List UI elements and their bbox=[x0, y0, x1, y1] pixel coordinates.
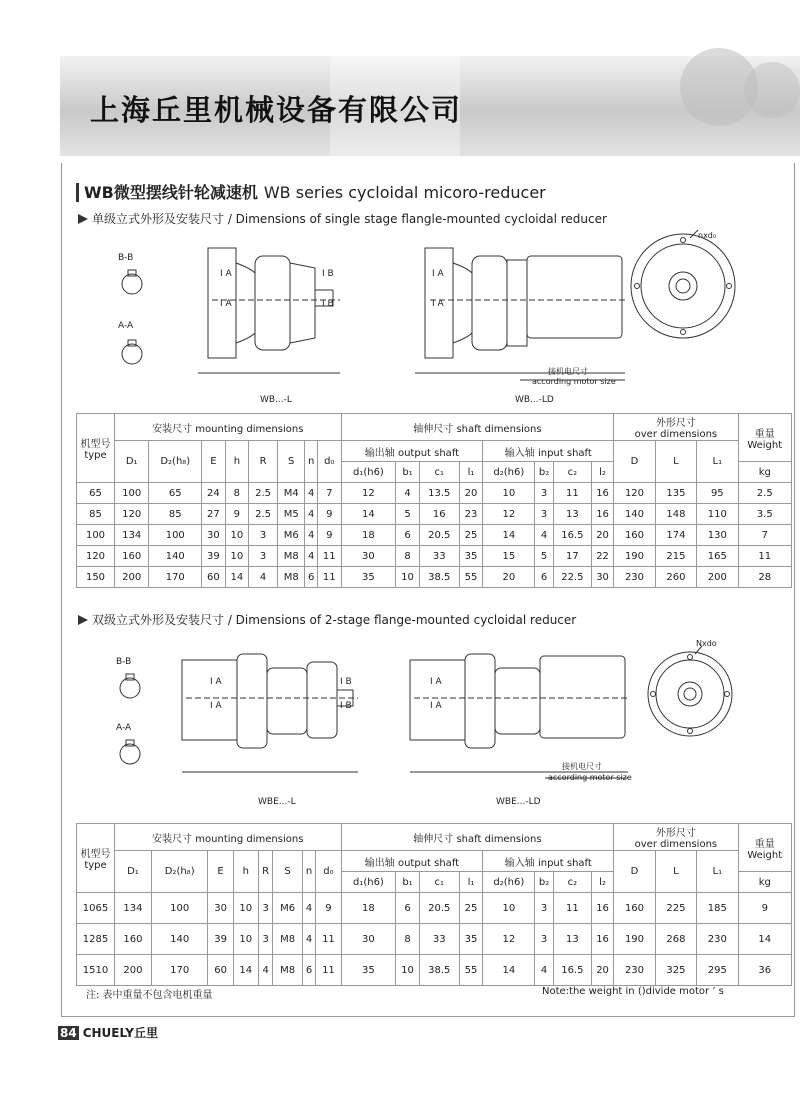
table-cell: 35 bbox=[341, 955, 396, 986]
table-cell: 165 bbox=[697, 546, 738, 567]
svg-text:I A: I A bbox=[210, 677, 222, 687]
table-cell: 95 bbox=[697, 483, 738, 504]
table-cell: 5 bbox=[396, 504, 420, 525]
table-cell: 12 bbox=[483, 924, 535, 955]
col-header: D₁ bbox=[115, 441, 149, 483]
reducer-side-view-l bbox=[198, 248, 340, 373]
triangle-bullet-icon bbox=[78, 615, 88, 625]
table-cell: 10 bbox=[233, 893, 258, 924]
table-cell: 15 bbox=[483, 546, 535, 567]
table-cell: 8 bbox=[396, 546, 420, 567]
svg-text:I B: I B bbox=[340, 701, 352, 711]
table-cell: 160 bbox=[115, 924, 152, 955]
col-header: L₁ bbox=[697, 851, 738, 893]
table-cell: 2.5 bbox=[249, 504, 278, 525]
table-cell: M8 bbox=[273, 924, 302, 955]
table-cell: 6 bbox=[396, 525, 420, 546]
table-cell: 170 bbox=[151, 955, 208, 986]
table-cell: 134 bbox=[115, 893, 152, 924]
table-cell: 4 bbox=[249, 567, 278, 588]
bb-label: B-B bbox=[118, 253, 134, 263]
motor-size-cn: 接机电尺寸 bbox=[562, 762, 602, 771]
table-cell: 25 bbox=[459, 525, 483, 546]
col-header: d₁(h6) bbox=[341, 462, 396, 483]
table-cell: 9 bbox=[317, 525, 341, 546]
svg-text:I A: I A bbox=[220, 269, 232, 279]
table-cell: M5 bbox=[278, 504, 305, 525]
table-cell: 3 bbox=[258, 924, 273, 955]
page-footer bbox=[58, 1024, 158, 1041]
output-header: 输出轴 output shaft bbox=[341, 851, 483, 872]
table-cell: 14 bbox=[341, 504, 396, 525]
table-cell: 10 bbox=[396, 955, 420, 986]
table-cell: 200 bbox=[115, 955, 152, 986]
shaft-header: 轴伸尺寸 shaft dimensions bbox=[341, 824, 614, 851]
table-cell: 11 bbox=[316, 924, 341, 955]
table-cell: 35 bbox=[341, 567, 396, 588]
drawing-label-l: WBE...-L bbox=[258, 797, 296, 807]
table-cell: 148 bbox=[655, 504, 696, 525]
shaft-header: 轴伸尺寸 shaft dimensions bbox=[341, 414, 614, 441]
overall-header-cn: 外形尺寸 bbox=[655, 828, 696, 839]
table-single-stage bbox=[76, 413, 792, 588]
table-cell: M8 bbox=[278, 546, 305, 567]
table-cell: 10 bbox=[483, 893, 535, 924]
table-cell: 160 bbox=[614, 525, 655, 546]
table-cell: 12 bbox=[483, 504, 535, 525]
table-cell: 3 bbox=[535, 893, 554, 924]
col-header: c₁ bbox=[419, 462, 459, 483]
col-header: S bbox=[278, 441, 305, 483]
table-cell: 1065 bbox=[77, 893, 115, 924]
col-header: b₁ bbox=[396, 872, 420, 893]
gear-icon-small bbox=[744, 62, 800, 118]
table-cell: 11 bbox=[553, 483, 591, 504]
col-header: d₀ bbox=[317, 441, 341, 483]
table-cell: 14 bbox=[738, 924, 791, 955]
aa-label: A-A bbox=[116, 723, 132, 733]
nxd-label: nxd₀ bbox=[698, 231, 717, 240]
motor-size-en: according motor size bbox=[532, 377, 616, 386]
triangle-bullet-icon bbox=[78, 214, 88, 224]
col-header: b₂ bbox=[535, 872, 554, 893]
table-cell: 9 bbox=[738, 893, 791, 924]
table-row bbox=[77, 924, 792, 955]
col-header: E bbox=[202, 441, 225, 483]
table-cell: 8 bbox=[396, 924, 420, 955]
svg-text:I B: I B bbox=[322, 269, 334, 279]
col-header: d₂(h6) bbox=[483, 872, 535, 893]
col-header: d₁(h6) bbox=[341, 872, 396, 893]
kg-header: kg bbox=[738, 462, 791, 483]
table-cell: 55 bbox=[459, 567, 483, 588]
table-cell: 11 bbox=[738, 546, 791, 567]
table-cell: 8 bbox=[225, 483, 248, 504]
input-header: 输入轴 input shaft bbox=[483, 851, 614, 872]
col-header: c₁ bbox=[419, 872, 459, 893]
col-header: c₂ bbox=[553, 462, 591, 483]
mounting-header: 安装尺寸 mounting dimensions bbox=[115, 824, 342, 851]
table-cell: 120 bbox=[77, 546, 115, 567]
drawing-label-ld: WBE...-LD bbox=[496, 797, 541, 807]
table-cell: 16 bbox=[591, 893, 613, 924]
table-cell: 36 bbox=[738, 955, 791, 986]
weight-header-en: Weight bbox=[747, 439, 783, 451]
overall-header-en: over dimensions bbox=[634, 429, 718, 440]
table-cell: 7 bbox=[738, 525, 791, 546]
table-cell: 39 bbox=[208, 924, 233, 955]
table-cell: 200 bbox=[697, 567, 738, 588]
col-header: b₁ bbox=[396, 462, 420, 483]
shaft-section-aa bbox=[122, 344, 142, 364]
col-header: L bbox=[655, 441, 696, 483]
col-header: R bbox=[249, 441, 278, 483]
table-cell: 225 bbox=[655, 893, 696, 924]
table-row bbox=[77, 893, 792, 924]
col-header: L₁ bbox=[697, 441, 738, 483]
table-cell: 3 bbox=[258, 893, 273, 924]
weight-header-en: Weight bbox=[747, 849, 783, 861]
table-cell: 60 bbox=[208, 955, 233, 986]
table-cell: 11 bbox=[316, 955, 341, 986]
table-cell: 28 bbox=[738, 567, 791, 588]
table-cell: 5 bbox=[535, 546, 554, 567]
company-name: 上海丘里机械设备有限公司 bbox=[90, 93, 463, 127]
table-cell: 100 bbox=[149, 525, 202, 546]
subtitle-two-stage: 双级立式外形及安装尺寸 / Dimensions of 2-stage flange-mounted cycloidal reducer bbox=[78, 611, 576, 628]
table-cell: 134 bbox=[115, 525, 149, 546]
table-cell: 38.5 bbox=[419, 955, 459, 986]
table-cell: 17 bbox=[553, 546, 591, 567]
type-header-cn: 机型号 bbox=[80, 849, 111, 860]
table-cell: 140 bbox=[151, 924, 208, 955]
table-cell: 140 bbox=[149, 546, 202, 567]
table-cell: 20 bbox=[483, 567, 535, 588]
table-cell: 170 bbox=[149, 567, 202, 588]
col-header: D₂(h₈) bbox=[149, 441, 202, 483]
table-cell: 4 bbox=[396, 483, 420, 504]
table-cell: M6 bbox=[273, 893, 302, 924]
table-cell: 3 bbox=[535, 924, 554, 955]
table-cell: 16 bbox=[591, 924, 613, 955]
col-header: h bbox=[225, 441, 248, 483]
col-header: d₀ bbox=[316, 851, 341, 893]
table-cell: 9 bbox=[316, 893, 341, 924]
table-cell: 6 bbox=[535, 567, 554, 588]
col-header: l₂ bbox=[591, 462, 613, 483]
table-cell: 13.5 bbox=[419, 483, 459, 504]
table-cell: 55 bbox=[459, 955, 483, 986]
flange-front-view bbox=[648, 646, 732, 736]
table-cell: 10 bbox=[225, 546, 248, 567]
table-cell: 174 bbox=[655, 525, 696, 546]
col-header: l₁ bbox=[459, 872, 483, 893]
svg-text:I A: I A bbox=[430, 677, 442, 687]
table-cell: 27 bbox=[202, 504, 225, 525]
table-cell: 185 bbox=[697, 893, 738, 924]
overall-header-cn: 外形尺寸 bbox=[655, 418, 696, 429]
kg-header: kg bbox=[738, 872, 791, 893]
table-cell: 3 bbox=[535, 504, 554, 525]
shaft-section-bb bbox=[120, 678, 140, 698]
table-cell: 22 bbox=[591, 546, 613, 567]
table-cell: 4 bbox=[258, 955, 273, 986]
table-cell: 11 bbox=[317, 546, 341, 567]
type-header-cn: 机型号 bbox=[80, 439, 111, 450]
type-header-en: type bbox=[84, 860, 107, 871]
table-cell: 2.5 bbox=[738, 483, 791, 504]
table-cell: 14 bbox=[483, 525, 535, 546]
col-header: l₂ bbox=[591, 872, 613, 893]
table-cell: 4 bbox=[305, 525, 318, 546]
svg-text:I B: I B bbox=[340, 677, 352, 687]
drawing-single-stage bbox=[100, 228, 740, 408]
section-title-en: WB series cycloidal micoro-reducer bbox=[263, 183, 546, 202]
drawing-two-stage bbox=[100, 632, 740, 812]
svg-text:I A: I A bbox=[220, 299, 232, 309]
bb-label: B-B bbox=[116, 657, 132, 667]
table-cell: 20 bbox=[591, 955, 613, 986]
brand-name: CHUELY丘里 bbox=[82, 1026, 158, 1040]
col-header: D bbox=[614, 441, 655, 483]
table-two-stage bbox=[76, 823, 792, 986]
table-cell: 325 bbox=[655, 955, 696, 986]
table-cell: 160 bbox=[115, 546, 149, 567]
overall-header-en: over dimensions bbox=[634, 839, 718, 850]
table-cell: 35 bbox=[459, 924, 483, 955]
table-cell: 1510 bbox=[77, 955, 115, 986]
table-cell: 6 bbox=[396, 893, 420, 924]
table-row bbox=[77, 546, 792, 567]
table-cell: 120 bbox=[614, 483, 655, 504]
table-cell: 268 bbox=[655, 924, 696, 955]
table-cell: 4 bbox=[535, 525, 554, 546]
table-cell: 60 bbox=[202, 567, 225, 588]
subtitle-single-stage: 单级立式外形及安装尺寸 / Dimensions of single stage flangle-mounted cycloidal reducer bbox=[78, 210, 607, 227]
table-cell: 39 bbox=[202, 546, 225, 567]
col-header: L bbox=[655, 851, 696, 893]
table-cell: 130 bbox=[697, 525, 738, 546]
table-cell: 13 bbox=[553, 924, 591, 955]
table-cell: M8 bbox=[278, 567, 305, 588]
svg-text:I A: I A bbox=[432, 269, 444, 279]
motor-size-en: according motor size bbox=[548, 773, 632, 782]
reducer-side-view-l bbox=[182, 654, 358, 772]
table-cell: 215 bbox=[655, 546, 696, 567]
col-header: h bbox=[233, 851, 258, 893]
table-cell: M4 bbox=[278, 483, 305, 504]
page-number: 84 bbox=[60, 1026, 77, 1040]
table-cell: 9 bbox=[225, 504, 248, 525]
table-cell: 120 bbox=[115, 504, 149, 525]
table-cell: 6 bbox=[305, 567, 318, 588]
table-cell: 10 bbox=[233, 924, 258, 955]
section-title-cn: WB微型摆线针轮减速机 bbox=[76, 183, 258, 202]
table-cell: 20.5 bbox=[419, 893, 459, 924]
table-cell: 3.5 bbox=[738, 504, 791, 525]
table-cell: 3 bbox=[249, 525, 278, 546]
table-cell: 20.5 bbox=[419, 525, 459, 546]
table-cell: 100 bbox=[115, 483, 149, 504]
table-cell: 13 bbox=[553, 504, 591, 525]
drawing-label-ld: WB...-LD bbox=[515, 395, 554, 405]
motor-size-cn: 接机电尺寸 bbox=[548, 367, 588, 376]
table-cell: 30 bbox=[208, 893, 233, 924]
table-cell: 30 bbox=[591, 567, 613, 588]
table-cell: 65 bbox=[77, 483, 115, 504]
table-cell: 150 bbox=[77, 567, 115, 588]
table-cell: 18 bbox=[341, 893, 396, 924]
table-cell: 10 bbox=[483, 483, 535, 504]
col-header: l₁ bbox=[459, 462, 483, 483]
table-cell: 230 bbox=[697, 924, 738, 955]
table-cell: 25 bbox=[459, 893, 483, 924]
table-cell: 160 bbox=[614, 893, 655, 924]
type-header-en: type bbox=[84, 450, 107, 461]
table-cell: 110 bbox=[697, 504, 738, 525]
table-cell: 10 bbox=[396, 567, 420, 588]
table-cell: 190 bbox=[614, 924, 655, 955]
col-header: E bbox=[208, 851, 233, 893]
col-header: D₁ bbox=[115, 851, 152, 893]
table-cell: 10 bbox=[225, 525, 248, 546]
table-cell: 16 bbox=[591, 504, 613, 525]
reducer-side-view-ld bbox=[410, 654, 628, 778]
note-cn: 注: 表中重量不包含电机重量 bbox=[86, 990, 213, 1001]
table-cell: 9 bbox=[317, 504, 341, 525]
table-cell: M6 bbox=[278, 525, 305, 546]
table-cell: 4 bbox=[302, 893, 316, 924]
weight-header-cn: 重量 bbox=[754, 838, 775, 850]
table-cell: 295 bbox=[697, 955, 738, 986]
table-cell: 230 bbox=[614, 955, 655, 986]
svg-text:I B: I B bbox=[322, 299, 334, 309]
col-header: b₂ bbox=[535, 462, 554, 483]
table-cell: 100 bbox=[77, 525, 115, 546]
table-cell: 190 bbox=[614, 546, 655, 567]
col-header: D₂(h₈) bbox=[151, 851, 208, 893]
shaft-section-bb bbox=[122, 274, 142, 294]
table-cell: 16.5 bbox=[553, 955, 591, 986]
output-header: 输出轴 output shaft bbox=[341, 441, 483, 462]
table-cell: 30 bbox=[341, 546, 396, 567]
col-header: S bbox=[273, 851, 302, 893]
col-header: c₂ bbox=[553, 872, 591, 893]
table-cell: 2.5 bbox=[249, 483, 278, 504]
table-cell: 4 bbox=[302, 924, 316, 955]
svg-text:I A: I A bbox=[430, 701, 442, 711]
col-header: n bbox=[302, 851, 316, 893]
table-cell: 4 bbox=[535, 955, 554, 986]
table-row bbox=[77, 955, 792, 986]
nxd-label: Nxdo bbox=[696, 639, 717, 648]
col-header: R bbox=[258, 851, 273, 893]
table-cell: 16 bbox=[591, 483, 613, 504]
table-cell: 100 bbox=[151, 893, 208, 924]
table-cell: 18 bbox=[341, 525, 396, 546]
table-row bbox=[77, 567, 792, 588]
table-cell: 11 bbox=[317, 567, 341, 588]
table-cell: M8 bbox=[273, 955, 302, 986]
table-cell: 140 bbox=[614, 504, 655, 525]
col-header: D bbox=[614, 851, 655, 893]
table-row bbox=[77, 483, 792, 504]
table-cell: 11 bbox=[553, 893, 591, 924]
table-cell: 135 bbox=[655, 483, 696, 504]
reducer-side-view-ld bbox=[415, 248, 625, 380]
weight-header-cn: 重量 bbox=[754, 428, 775, 440]
table-row bbox=[77, 504, 792, 525]
aa-label: A-A bbox=[118, 321, 134, 331]
section-title bbox=[76, 180, 546, 203]
table-cell: 6 bbox=[302, 955, 316, 986]
table-cell: 38.5 bbox=[419, 567, 459, 588]
table-cell: 260 bbox=[655, 567, 696, 588]
table-cell: 30 bbox=[341, 924, 396, 955]
flange-front-view bbox=[631, 230, 735, 338]
table-cell: 85 bbox=[149, 504, 202, 525]
table-cell: 4 bbox=[305, 546, 318, 567]
note-en: Note:the weight in ()divide motor ’ s bbox=[542, 986, 724, 997]
svg-text:I A: I A bbox=[432, 299, 444, 309]
shaft-section-aa bbox=[120, 744, 140, 764]
table-cell: 200 bbox=[115, 567, 149, 588]
table-cell: 1285 bbox=[77, 924, 115, 955]
table-cell: 85 bbox=[77, 504, 115, 525]
table-cell: 3 bbox=[249, 546, 278, 567]
table-cell: 230 bbox=[614, 567, 655, 588]
table-cell: 22.5 bbox=[553, 567, 591, 588]
drawing-label-l: WB...-L bbox=[260, 395, 292, 405]
table-cell: 23 bbox=[459, 504, 483, 525]
table-cell: 24 bbox=[202, 483, 225, 504]
table-cell: 65 bbox=[149, 483, 202, 504]
table-cell: 4 bbox=[305, 504, 318, 525]
col-header: n bbox=[305, 441, 318, 483]
table-cell: 20 bbox=[591, 525, 613, 546]
table-cell: 35 bbox=[459, 546, 483, 567]
table-row bbox=[77, 525, 792, 546]
table-cell: 3 bbox=[535, 483, 554, 504]
table-cell: 16 bbox=[419, 504, 459, 525]
col-header: d₂(h6) bbox=[483, 462, 535, 483]
table-cell: 4 bbox=[305, 483, 318, 504]
mounting-header: 安装尺寸 mounting dimensions bbox=[115, 414, 342, 441]
table-cell: 33 bbox=[419, 924, 459, 955]
table-cell: 16.5 bbox=[553, 525, 591, 546]
table-cell: 7 bbox=[317, 483, 341, 504]
input-header: 输入轴 input shaft bbox=[483, 441, 614, 462]
table-cell: 14 bbox=[483, 955, 535, 986]
table-cell: 12 bbox=[341, 483, 396, 504]
table-cell: 33 bbox=[419, 546, 459, 567]
svg-text:I A: I A bbox=[210, 701, 222, 711]
table-cell: 14 bbox=[225, 567, 248, 588]
table-cell: 20 bbox=[459, 483, 483, 504]
table-cell: 30 bbox=[202, 525, 225, 546]
table-cell: 14 bbox=[233, 955, 258, 986]
